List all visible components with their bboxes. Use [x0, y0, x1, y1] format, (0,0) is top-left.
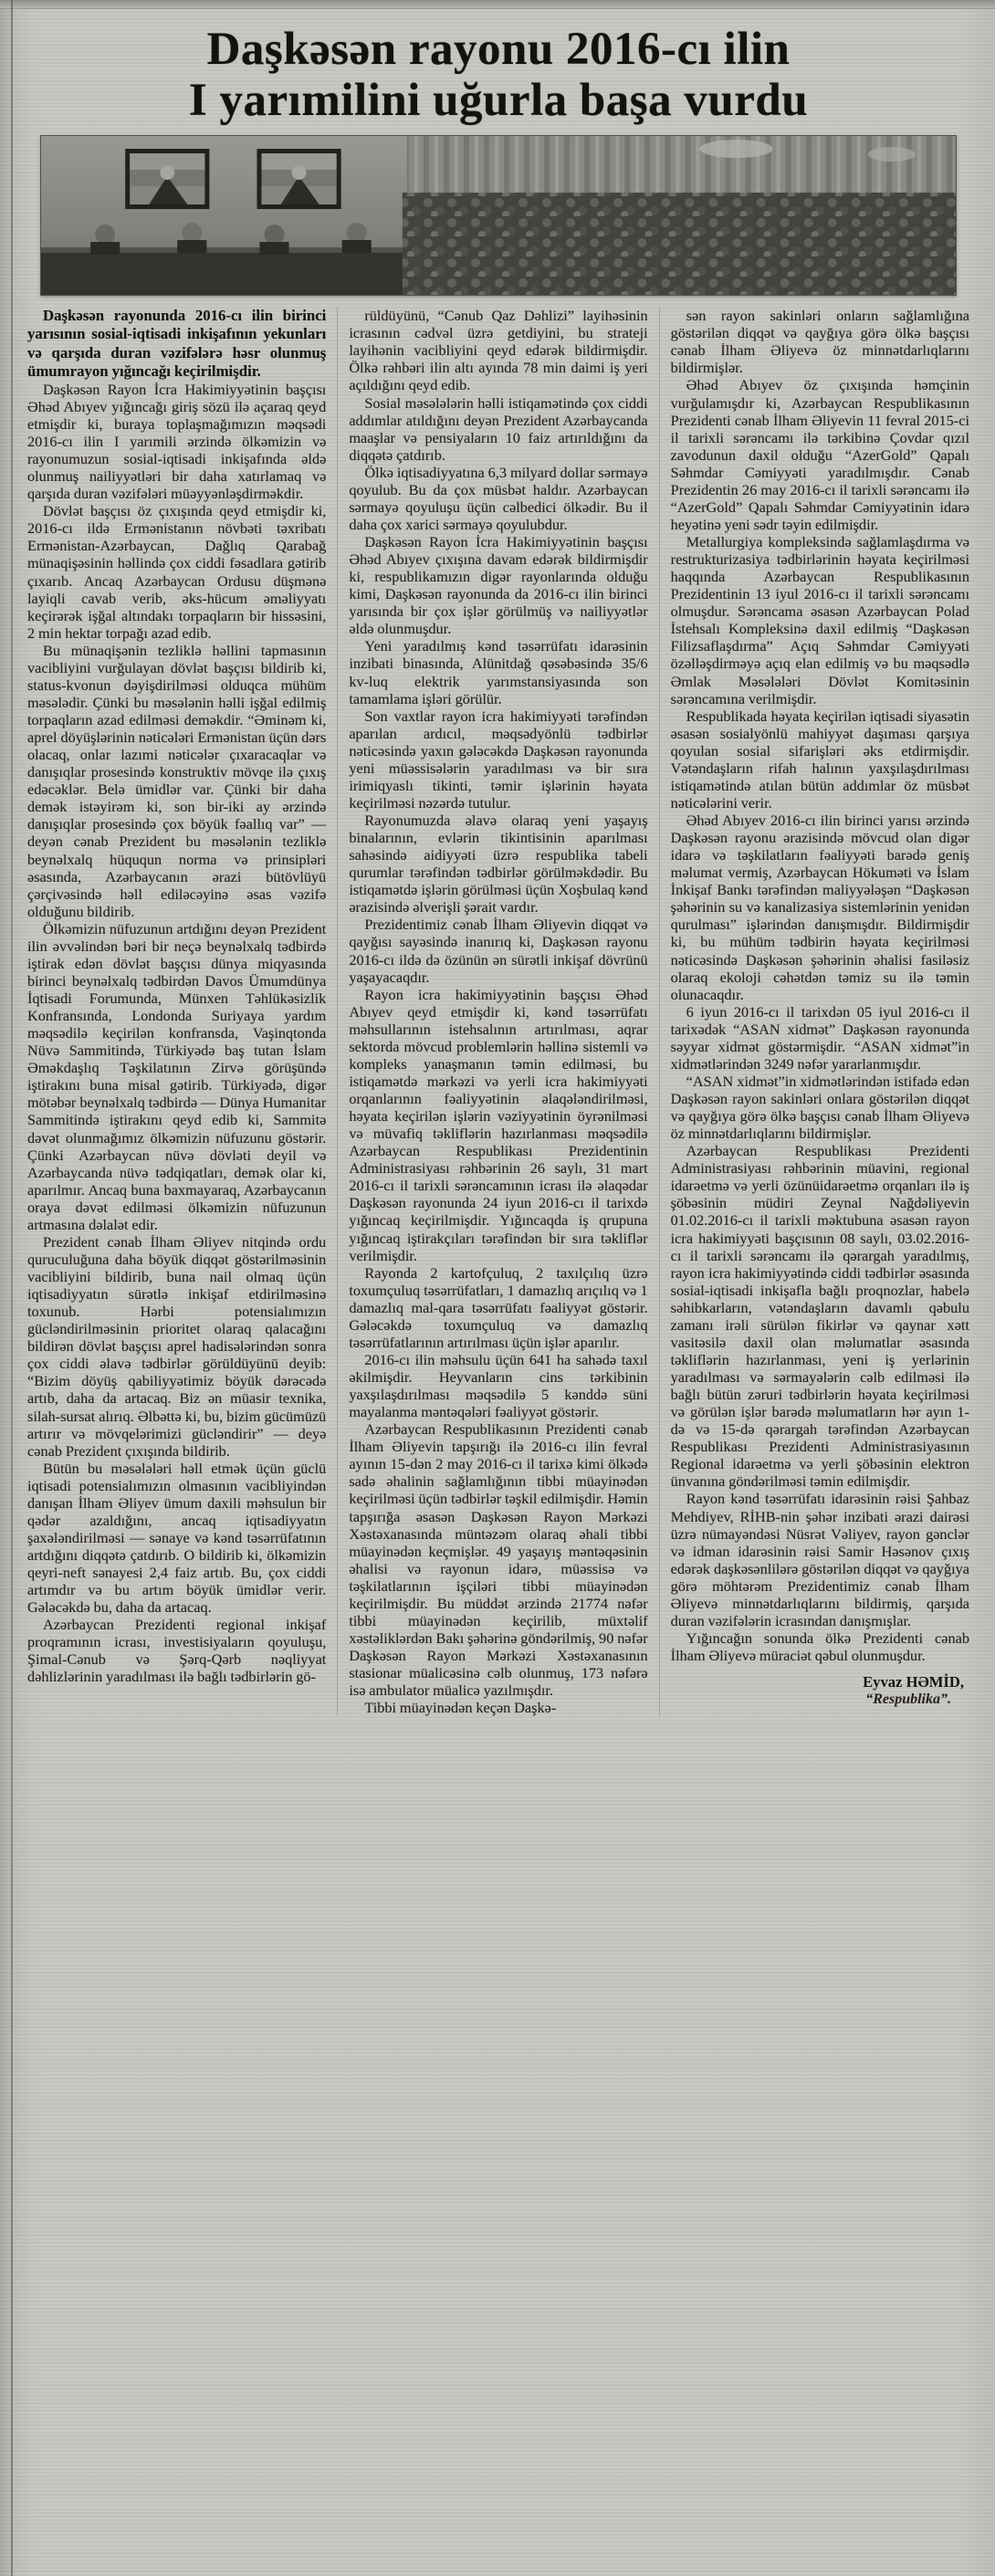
paragraph: sən rayon sakinləri onların sağlamlığına göstərilən diqqət və qayğıya görə ölkə başçısı cənab İlham Əliyevə öz minnətdarlıqlarını bildirmişlər.	[670, 307, 969, 377]
paragraph: Dövlət başçısı öz çıxışında qeyd etmişdir ki, 2016-cı ildə Ermənistanın növbəti təxribatı Ermənistan-Azərbaycan, Dağlıq Qarabağ münaqişəsinin həllində çox ciddi fəsadlara gətirib çıxarıb. Ancaq Azərbaycan Ordusu düşmənə layiqli cavab verib, əks-hücum əməliyyatı keçirərək işğal altındakı torpaqların bir hissəsini, 2 min hektar torpağı azad edib.	[27, 502, 327, 642]
paragraph: Azərbaycan Respublikasının Prezidenti cənab İlham Əliyevin tapşırığı ilə 2016-cı ilin fevral ayının 15-dən 2 may 2016-cı il tarixə kimi ölkədə sadə əhalinin sağlamlığının tibbi müayinədən keçirilməsi üçün tədbirlər təşkil edilmişdir. Həmin tapşırığa əsasən Daşkəsən Rayon Mərkəzi Xəstəxanasında müntəzəm olaraq əhali tibbi müayinədən keçmişlər. 49 yaşayış məntəqəsinin əhalisi və rayonun idarə, müəssisə və təşkilatlarının işçiləri tibbi müayinədən keçirilmişdir. Bu müddət ərzində 21774 nəfər tibbi müayinədən keçirilib, müxtəlif xəstəliklərdən Bakı şəhərinə göndərilmiş, 90 nəfər Daşkəsən Rayon Mərkəzi Xəstəxanasının stasionar müalicəsinə cəlb olunmuş, 173 nəfərə isə ambulator müalicə yazılmışdır.	[349, 1420, 648, 1700]
article-headline	[37, 24, 960, 126]
column-2-paragraphs	[349, 307, 647, 1716]
conference-photo-illustration	[41, 136, 956, 295]
paragraph: Metallurgiya kompleksində sağlamlaşdırma və restrukturizasiya tədbirlərinin həyata keçirilməsi haqqında Azərbaycan Respublikasının Prezidentinin 13 iyul 2016-cı il tarixli sərəncamı olmuşdur. Sərəncama əsasən Azərbaycan Polad İstehsalı Kompleksinə daxil edilmiş “Daşkəsən Filizsaflaşdırma” Açıq Səhmdar Cəmiyyəti özəlləşdirməyə açıq elan edilmiş və bu məqsədlə Əmlak Məsələləri Dövlət Komitəsinin sərəncamına verilmişdir.	[670, 533, 969, 707]
page-fold-line	[11, 0, 13, 2576]
signature-author: Eyvaz HƏMİD,	[863, 1673, 964, 1691]
paragraph: Ölkə iqtisadiyyatına 6,3 milyard dollar sərmayə qoyulub. Bu da çox müsbət haldır. Azərbaycan sərmayə qoyuluşu üçün cəlbedici ölkədir. Bu il daha çox xarici sərmayə qoyulubdur.	[349, 463, 648, 533]
paragraph: rüldüyünü, “Cənub Qaz Dəhlizi” layihəsinin icrasının cədvəl üzrə getdiyini, bu strateji layihənin vacibliyini qeyd edərək bildirmişdir. Ölkə rəhbəri ilin altı ayında 78 min daimi iş yeri açıldığını qeyd edib.	[349, 307, 648, 394]
paragraph: Prezidentimiz cənab İlham Əliyevin diqqət və qayğısı sayəsində inanırıq ki, Daşkəsən rayonu 2016-cı ildə də özünün ən sürətli inkişaf dövrünü yaşayacaqdır.	[349, 916, 648, 986]
paragraph: “ASAN xidmət”in xidmətlərindən istifadə edən Daşkəsən rayon sakinləri onlara göstərilən diqqət və qayğıya görə ölkə başçısı cənab İlham Əliyevə öz minnətdarlıqlarını bildirmişlər.	[670, 1072, 969, 1143]
paragraph: Yeni yaradılmış kənd təsərrüfatı idarəsinin inzibati binasında, Alünitdağ qəsəbəsində 35/6 kv-luq elektrik yarımstansiyasında son tamamlama işləri görülür.	[349, 637, 648, 707]
column-1	[27, 307, 326, 1716]
column-3-paragraphs	[671, 307, 969, 1664]
headline-line-2: I yarımilini uğurla başa vurdu	[188, 75, 809, 127]
paragraph: Respublikada həyata keçirilən iqtisadi siyasətin əsasən sosialyönlü mahiyyət daşıması qarşıya qoyulan sosial sifarişləri əks etdirmişdir. Vətəndaşların rifah halının yaxşılaşdırılması istiqamətində atılan bütün addımlar öz müsbət nəticələrini verir.	[670, 707, 969, 812]
paragraph: Prezident cənab İlham Əliyev nitqində ordu quruculuğuna daha böyük diqqət göstərilməsinin vacibliyini bildirib, buna nail olmaq üçün iqtisadiyyatın sürətlə inkişaf etdirilməsinə toxunub. Hərbi potensialımızın gücləndirilməsinin prioritet olaraq qalacağını bildirən dövlət başçısı aprel hadisələrindən sonra çox ciddi əlavə tədbirlər görüldüyünü deyib: “Bizim döyüş qabiliyyətimiz böyük dərəcədə artıb, daha da artacaq. Biz ən müasir texnika, silah-sursat alırıq. Əlbəttə ki, bu, bizim gücümüzü artırır və mövqelərimizi gücləndirir” — deyə cənab Prezident çıxışında bildirib.	[27, 1232, 327, 1460]
paragraph: Tibbi müayinədən keçən Daşkə-	[364, 1699, 557, 1717]
column-3	[659, 307, 969, 1716]
paragraph: Əhəd Abıyev öz çıxışında həmçinin vurğulamışdır ki, Azərbaycan Respublikasının Prezidenti cənab İlham Əliyevin 11 fevral 2015-ci il tarixli sərəncamı ilə tərkibinə Çovdar qızıl zavodunun daxil olduğu “AzerGold” Qapalı Səhmdar Cəmiyyəti yaradılmışdır. Cənab Prezidentin 26 may 2016-cı il tarixli sərəncamı ilə “AzerGold” Qapalı Səhmdar Cəmiyyətinin idarə heyətinə yeni sədr təyin edilmişdir.	[670, 376, 969, 533]
paragraph: Ölkəmizin nüfuzunun artdığını deyən Prezident ilin əvvəlindən bəri bir neçə beynəlxalq tədbirdə iştirak edən dövlət başçısı dünya miqyasında birinci beynəlxalq tədbirdən Davos Ümumdünya İqtisadi Forumunda, Münxen Təhlükəsizlik Konfransında, Londonda Suriyaya yardım məqsədilə keçirilən konfransda, Vaşinqtonda Nüvə Sammitində, Türkiyədə baş tutan İslam Əməkdaşlıq Təşkilatının Zirvə görüşündə iştirakını buna misal gətirib. Türkiyədə, digər mötəbər beynəlxalq tədbirdə — Dünya Humanitar Sammitində iştirakını qeyd edib ki, Sammitə dəvət olunmağımız ölkəmizin nüfuzunu göstərir. Çünki Azərbaycan nüvə dövləti deyil və Azərbaycanda nüvə tədqiqatları, demək olar ki, aparılmır. Ancaq buna baxmayaraq, Azərbaycanın oraya dəvət edilməsi ölkəmizin nüfuzunun artmasına dəlalət edir.	[27, 919, 327, 1233]
paragraph: Azərbaycan Prezidenti regional inkişaf proqramının icrası, investisiyaların qoyuluşu, Şimal-Cənub və Şərq-Qərb nəqliyyat dəhlizlərinin yaradılması ilə bağlı tədbirlərin gö-	[27, 1616, 327, 1686]
paragraph: Rayon icra hakimiyyətinin başçısı Əhəd Abıyev qeyd etmişdir ki, kənd təsərrüfatı məhsullarının istehsalının artırılması, aqrar sektorda mövcud problemlərin həllinə sistemli və kompleks yanaşmanın təmin edilməsi, bu istiqamətdə mərkəzi və yerli icra hakimiyyəti orqanlarının fəaliyyətinin əlaqələndirilməsi, həyata keçirilən işlərin vəziyyətinin öyrənilməsi və müvafiq təkliflərin hazırlanması məqsədilə Azərbaycan Respublikası Prezidentinin Administrasiyası rəhbərinin 26 saylı, 31 mart 2016-cı il tarixli sərəncamının icrası ilə əlaqədar Daşkəsən rayonunda 24 iyun 2016-cı il tarixdə yığıncaq keçirilmişdir. Yığıncaqda iş qrupuna yığıncaq iştirakçıları tərəfindən bir sıra təkliflər verilmişdir.	[349, 985, 648, 1264]
paragraph: Azərbaycan Respublikası Prezidenti Administrasiyası rəhbərinin müavini, regional idarəetmə və yerli özünüidarəetmə orqanları ilə iş şöbəsinin müdiri Zeynal Nağdəliyevin 01.02.2016-cı il tarixli məktubuna əsasən rayon icra hakimiyyəti başçısının 08 saylı, 03.02.2016-cı il tarixli sərəncamı ilə qərargah yaradılmış, rayon icra hakimiyyətində ciddi tədbirlər əsasında sosial-iqtisadi inkişafla bağlı proqnozlar, habelə səhibkarların, vətəndaşların davamlı qəbulu zamanı irəli sürülən fikirlər və qaynar xətt vasitəsilə daxil olan məlumatlar əsasında təkliflərin hazırlanması, yeni iş yerlərinin yaradılması və sərmayələrin cəlb edilməsi ilə bağlı bütün zəruri tədbirlərin həyata keçirilməsi və görülən işlər barədə məlumatların hər ayın 1-də və 15-də qərargah tərəfindən Azərbaycan Respublikası Prezidenti Administrasiyasının Regional idarəetmə və yerli şöbəsinin elektron ünvanına göndərilməsi təmin edilmişdir.	[670, 1142, 969, 1491]
conference-photo	[40, 135, 957, 296]
photo-vignette	[41, 136, 956, 295]
paragraph: Rayon kənd təsərrüfatı idarəsinin rəisi Şahbaz Mehdiyev, RİHB-nin şəhər inzibati ərazi dairəsi üzrə nümayəndəsi Nüsrət Vəliyev, rayon gənclər və idman idarəsinin rəisi Samir Həsənov çıxış edərək daşkəsənlilərə göstərilən diqqət və qayğıya görə möhtərəm Prezidentimiz cənab İlham Əliyevə minnətdarlıqlarını bildirmiş, qarşıda duran vəzifələrin icrasından danışmışlar.	[670, 1490, 969, 1629]
paragraph: 6 iyun 2016-cı il tarixdən 05 iyul 2016-cı il tarixədək “ASAN xidmət” Daşkəsən rayonunda səyyar xidmət göstərmişdir. “ASAN xidmət”in xidmətlərindən 3249 nəfər yararlanmışdır.	[670, 1002, 969, 1073]
paragraph: Sosial məsələlərin həlli istiqamətində çox ciddi addımlar atıldığını deyən Prezident Azərbaycanda maaşlar və pensiyaların 10 faiz artırıldığını da diqqətə çatdırıb.	[349, 393, 648, 464]
paragraph: Daşkəsən Rayon İcra Hakimiyyətinin başçısı Əhəd Abıyev yığıncağı giriş sözü ilə açaraq qeyd etmişdir ki, buraya toplaşmağımızın məqsədi 2016-cı ilin I yarımili ərzində ölkəmizin və rayonumuzun sosial-iqtisadi inkişafında əldə olunmuş nailiyyətləri bir daha xatırlamaq və qarşıda duran vəzifələri müəyyənləşdirməkdir.	[27, 380, 327, 503]
paragraph: Son vaxtlar rayon icra hakimiyyəti tərəfindən aparılan ardıcıl, məqsədyönlü tədbirlər nəticəsində yaxın gələcəkdə Daşkəsən rayonunda yeni müəssisələrin yaradılması və bir sıra irimiqyaslı tikinti, təmir işlərinin həyata keçirilməsi nəzərdə tutulur.	[349, 707, 648, 812]
lead-paragraph: Daşkəsən rayonunda 2016-cı ilin birinci yarısının sosial-iqtisadi inkişafının yekunları və qarşıda duran vəzifələrə həsr olunmuş ümumrayon yığıncağı keçirilmişdir.	[27, 307, 327, 380]
column-2	[337, 307, 647, 1716]
paragraph: Bu münaqişənin tezliklə həllini tapmasının vacibliyini vurğulayan dövlət başçısı bildirib ki, status-kvonun dəyişdirilməsi olduqca mühüm məsələdir. Çünki bu məsələnin həlli işğal edilmiş torpaqların azad edilməsi deməkdir. “Əminəm ki, aprel döyüşlərinin nəticələri Ermənistan üçün dərs olacaq, onlar lazımi nəticələr çıxaracaqlar və danışıqlar prosesində konstruktiv mövqe ilə çıxış edəcəklər. Belə ümidlər var. Çünki bir daha demək istəyirəm ki, son bir-iki ay ərzində danışıqlar prosesində çox böyük fəallıq var” — deyən cənab Prezident bu məsələnin tezliklə beynəlxalq hüququn norma və prinsipləri əsasında, Azərbaycanın ərazi bütövlüyü çərçivəsində həll ediləcəyinə əsas vəzifə olduğunu bildirib.	[27, 641, 327, 920]
signature-source: “Respublika”.	[865, 1691, 951, 1708]
paragraph: Bütün bu məsələləri həll etmək üçün güclü iqtisadi potensialımızın olmasının vacibliyindən danışan İlham Əliyev ümum daxili məhsulun bir qədər azaldığını, ancaq iqtisadiyyatın şaxələndirilməsi — sənaye və kənd təsərrüfatının artdığını diqqətə çatdırıb. O bildirib ki, ölkəmizin qeyri-neft sənayesi 2,4 faiz artıb. Bu, çox ciddi artımdır və bu artım böyük ümidlər verir. Gələcəkdə bu, daha da artacaq.	[27, 1459, 327, 1617]
paragraph: 2016-cı ilin məhsulu üçün 641 ha sahədə taxıl əkilmişdir. Heyvanların cins tərkibinin yaxşılaşdırılması məqsədilə 5 kənddə süni mayalanma məntəqələri fəaliyyət göstərir.	[349, 1350, 648, 1421]
paragraph: Əhəd Abıyev 2016-cı ilin birinci yarısı ərzində Daşkəsən rayonu ərazisində mövcud olan digər idarə və təşkilatların fəaliyyəti barədə geniş məlumat vermiş, Azərbaycan Hökuməti və İslam İnkişaf Bankı tərəfindən maliyyələşən “Daşkəsən şəhərinin su və kanalizasiya sistemlərinin yenidən qurulması” işlərindən danışmışdır. Bildirmişdir ki, bu mühüm tədbirin həyata keçirilməsi nəticəsində Daşkəsən şəhərinin əhalisi fasiləsiz olaraq ekoloji cəhətdən təmiz su ilə təmin olunacaqdır.	[670, 812, 969, 1003]
article-body	[27, 307, 969, 1716]
paragraph: Rayonumuzda əlavə olaraq yeni yaşayış binalarının, evlərin tikintisinin aparılması sahəsində aidiyyəti üzrə respublika tabeli qurumlar tərəfindən tədbirlər görülməkdədir. Bu istiqamətdə işlərin görülməsi üçün Xoşbulaq kənd ərazisində əlverişli şərait vardır.	[349, 812, 648, 916]
paragraph: Daşkəsən Rayon İcra Hakimiyyətinin başçısı Əhəd Abıyev çıxışına davam edərək bildirmişdir ki, respublikamızın digər rayonlarında olduğu kimi, Daşkəsən rayonunda da 2016-cı ilin birinci yarısında bir çox işlər görülmüş və nailiyyətlər əldə olunmuşdur.	[349, 533, 648, 638]
page-top-trim	[0, 0, 995, 9]
author-signature	[671, 1673, 969, 1708]
headline-line-1: Daşkəsən rayonu 2016-cı ilin	[206, 24, 791, 75]
paragraph: Yığıncağın sonunda ölkə Prezidenti cənab İlham Əliyevə müraciət qəbul olunmuşdur.	[670, 1628, 969, 1664]
paragraph: Rayonda 2 kartofçuluq, 2 taxılçılıq üzrə toxumçuluq təsərrüfatları, 1 damazlıq arıçılıq və 1 damazlıq mal-qara təsərrüfatı fəaliyyət göstərir. Gələcəkdə toxumçuluq və damazlıq təsərrüfatlarının artırılması üçün işlər aparılır.	[349, 1263, 648, 1351]
column-1-paragraphs	[27, 381, 326, 1686]
